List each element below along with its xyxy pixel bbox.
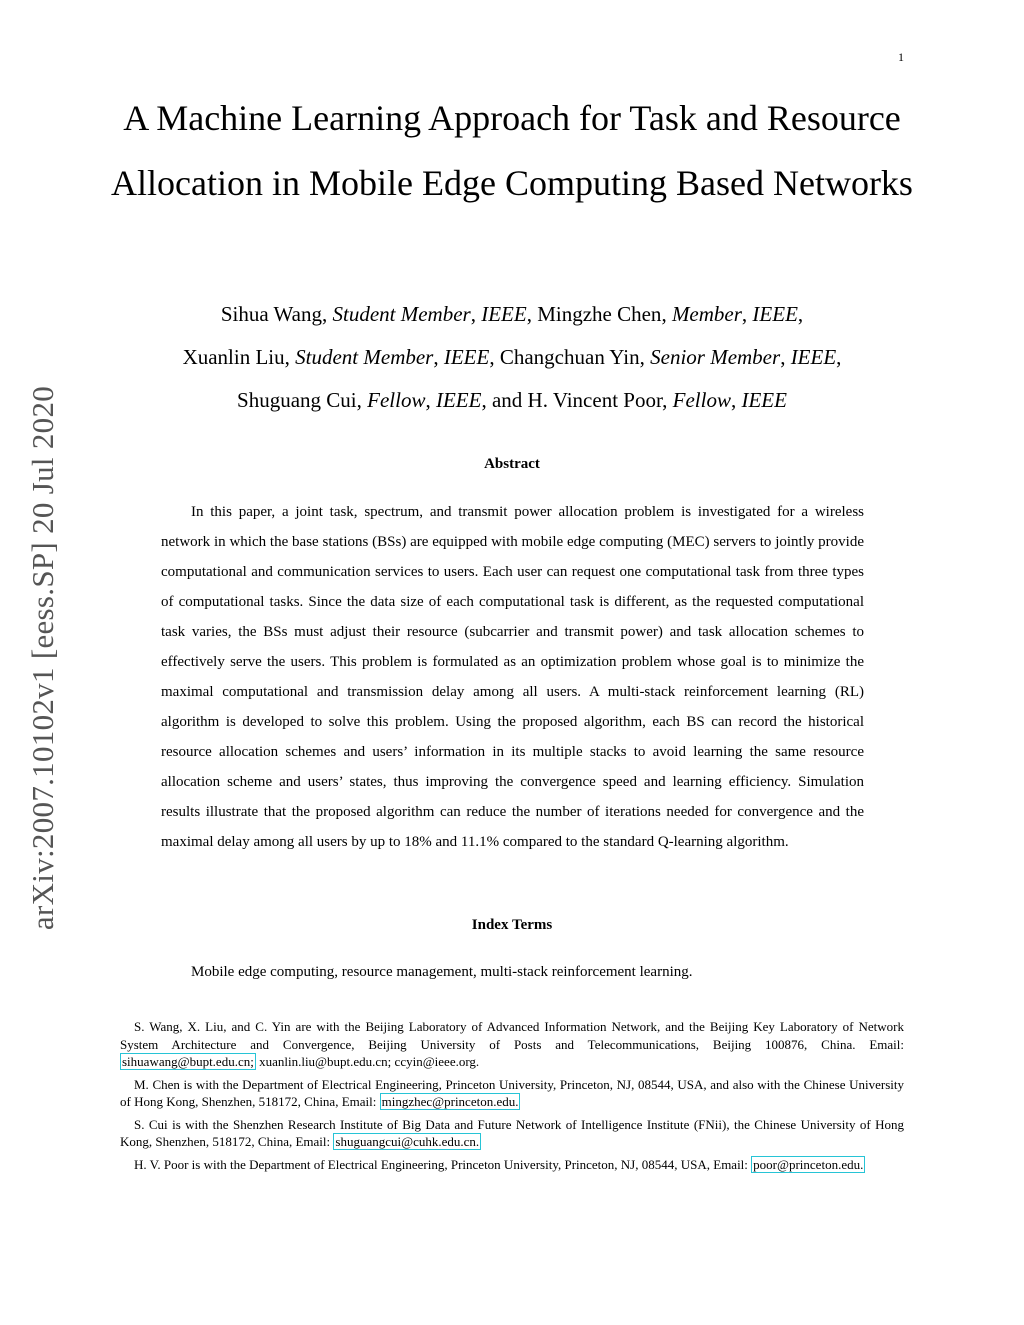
arxiv-stamp-text: arXiv:2007.10102v1 [eess.SP] 20 Jul 2020 — [25, 385, 60, 931]
page-number: 1 — [898, 50, 904, 64]
footnote-text: xuanlin.liu@bupt.edu.cn; ccyin@ieee.org. — [255, 1054, 480, 1069]
footnote — [120, 1156, 904, 1174]
author-name: Shuguang Cui — [237, 388, 357, 412]
author-name: Changchuan Yin — [499, 345, 640, 369]
paper-title: A Machine Learning Approach for Task and Resource Allocation in Mobile Edge Computing Based Networks — [111, 98, 913, 203]
author-list: Sihua Wang, Student Member, IEEE, Mingzhe Chen, Member, IEEE, Xuanlin Liu, Student Member, IEEE, Changchuan Yin, Senior Member, IEEE, Shuguang Cui, Fellow, IEEE, and H. Vincent Poor, Fellow, IEEE — [182, 302, 842, 412]
affiliation-footnotes — [120, 1018, 904, 1178]
author-grade: Member — [671, 302, 742, 326]
index-terms-text: Mobile edge computing, resource management, multi-stack reinforcement learning. — [191, 964, 693, 980]
author-org: IEEE — [443, 345, 490, 369]
author-grade: Fellow — [367, 388, 426, 412]
footnote — [120, 1116, 904, 1151]
index-terms-heading: Index Terms — [471, 917, 553, 933]
footnote-text: S. Wang, X. Liu, and C. Yin are with the Beijing Laboratory of Advanced Information Network, and the Beijing Key Laboratory of Network System Architecture and Convergence, Beijing University of Posts and Telecommunications, Beijing 100876, China. Email: — [120, 1019, 904, 1052]
author-name: H. Vincent Poor — [527, 388, 663, 412]
abstract-text: In this paper, a joint task, spectrum, and transmit power allocation problem is investigated for a wireless network in which the base stations (BSs) are equipped with mobile edge computing (MEC) servers to jointly provide computational and communication services to users. Each user can request one computational task from three types of computational tasks. Since the data size of each computational task is different, as the requested computational task varies, the BSs must adjust their resource (subcarrier and transmit power) and task allocation schemes to effectively serve the users. This problem is formulated as an optimization problem whose goal is to minimize the maximal computational and transmission delay among all users. A multi-stack reinforcement learning (RL) algorithm is developed to solve this problem. Using the proposed algorithm, each BS can record the historical resource allocation schemes and users’ information in its multiple stacks to avoid learning the same resource allocation scheme and users’ states, thus improving the convergence speed and learning efficiency. Simulation results illustrate that the proposed algorithm can reduce the number of iterations needed for convergence and the maximal delay among all users by up to 18% and 11.1% compared to the standard Q-learning algorithm. — [161, 504, 864, 850]
author-grade: Senior Member — [650, 345, 781, 369]
author-grade: Student Member — [332, 302, 471, 326]
author-org: IEEE — [790, 345, 837, 369]
footnote — [120, 1018, 904, 1071]
author-org: IEEE — [752, 302, 798, 326]
author-grade: Fellow — [672, 388, 731, 412]
email-link[interactable]: mingzhec@princeton.edu. — [381, 1094, 519, 1109]
footnote-text: S. Cui is with the Shenzhen Research Institute of Big Data and Future Network of Intelligence Institute (FNii), the Chinese University of Hong Kong, Shenzhen, 518172, China, Email: — [120, 1116, 904, 1149]
author-name: Sihua Wang — [220, 302, 322, 326]
author-org: IEEE — [741, 388, 787, 412]
author-org: IEEE — [435, 388, 482, 412]
footnote — [120, 1076, 904, 1111]
email-link[interactable]: sihuawang@bupt.edu.cn; — [122, 1054, 254, 1069]
author-name: Xuanlin Liu — [182, 345, 285, 369]
author-org: IEEE — [481, 302, 527, 326]
author-grade: Student Member — [295, 345, 434, 369]
abstract-heading: Abstract — [484, 456, 540, 472]
email-link[interactable]: shuguangcui@cuhk.edu.cn. — [335, 1134, 480, 1149]
footnote-text: M. Chen is with the Department of Electrical Engineering, Princeton University, Princeton, NJ, 08544, USA, and also with the Chinese University of Hong Kong, Shenzhen, 518172, China, Email: — [120, 1076, 904, 1109]
email-link[interactable]: poor@princeton.edu. — [753, 1156, 864, 1172]
footnote-text: H. V. Poor is with the Department of Electrical Engineering, Princeton University, Princeton, NJ, 08544, USA, Email: — [134, 1156, 752, 1172]
author-name: Mingzhe Chen — [537, 302, 662, 326]
